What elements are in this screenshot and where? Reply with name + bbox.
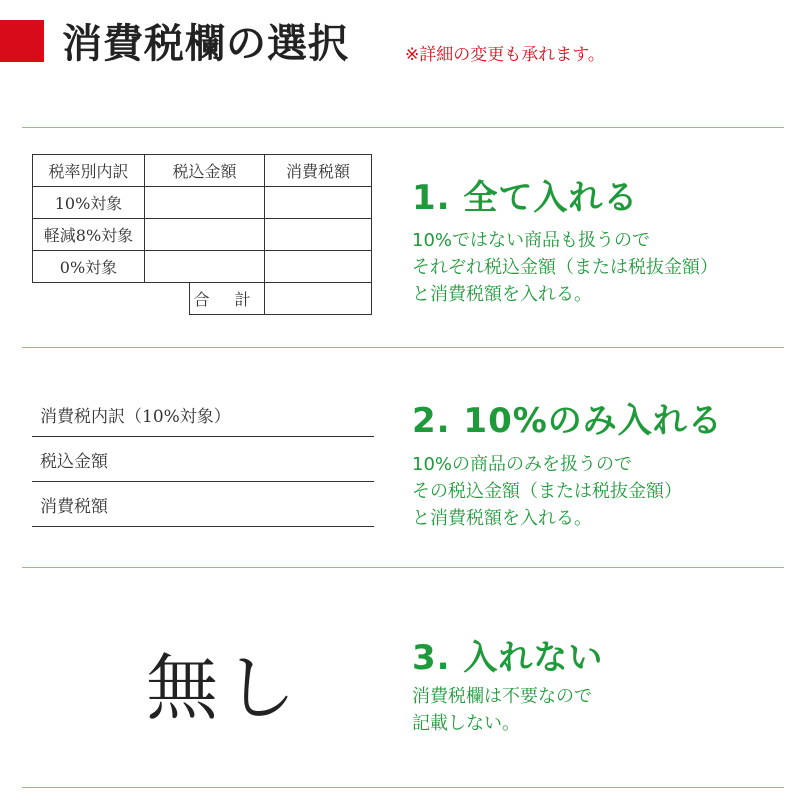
description-line: その税込金額（または税抜金額） (412, 481, 682, 502)
table-cell-empty (265, 187, 372, 219)
option3-description (412, 683, 802, 737)
option1-description (412, 227, 802, 308)
table-header-cell: 消費税額 (265, 155, 372, 187)
description-line: 10%ではない商品も扱うので (412, 230, 651, 251)
section-divider (22, 567, 784, 568)
table-cell-empty (145, 251, 265, 283)
tax-breakdown-table (32, 154, 372, 315)
description-line: と消費税額を入れる。 (412, 508, 592, 529)
option2-description (412, 451, 802, 532)
table-cell-empty (265, 251, 372, 283)
table-cell-blank (33, 283, 190, 315)
table-header-cell: 税込金額 (145, 155, 265, 187)
table-cell-empty (145, 219, 265, 251)
section-divider (22, 347, 784, 348)
option2-heading: 2. 10%のみ入れる (412, 401, 723, 441)
description-line: 消費税欄は不要なので (412, 686, 592, 707)
table-cell-empty (265, 283, 372, 315)
page-subtitle: ※詳細の変更も承れます。 (405, 45, 605, 65)
table-total-row (33, 283, 372, 315)
list-item: 消費税内訳（10%対象） (32, 392, 374, 437)
list-item: 消費税額 (32, 482, 374, 527)
title-marker (0, 20, 44, 62)
table-row (33, 251, 372, 283)
list-item: 税込金額 (32, 437, 374, 482)
section-divider (22, 787, 784, 788)
tax-summary-list (32, 392, 374, 527)
option3-heading: 3. 入れない (412, 638, 604, 678)
table-row-label: 10%対象 (33, 187, 145, 219)
description-line: それぞれ税込金額（または税抜金額） (412, 257, 718, 278)
description-line: 10%の商品のみを扱うので (412, 454, 633, 475)
table-row (33, 187, 372, 219)
table-cell-empty (265, 219, 372, 251)
table-cell-empty (145, 187, 265, 219)
table-row-label: 軽減8%対象 (33, 219, 145, 251)
page-title: 消費税欄の選択 (62, 21, 349, 67)
table-header-row (33, 155, 372, 187)
table-row (33, 219, 372, 251)
section-divider (22, 127, 784, 128)
no-tax-sample-text: 無し (146, 646, 303, 730)
option1-heading: 1. 全て入れる (412, 178, 639, 218)
table-header-cell: 税率別内訳 (33, 155, 145, 187)
table-total-label: 合 計 (190, 283, 265, 315)
description-line: と消費税額を入れる。 (412, 284, 592, 305)
description-line: 記載しない。 (412, 713, 520, 734)
table-row-label: 0%対象 (33, 251, 145, 283)
